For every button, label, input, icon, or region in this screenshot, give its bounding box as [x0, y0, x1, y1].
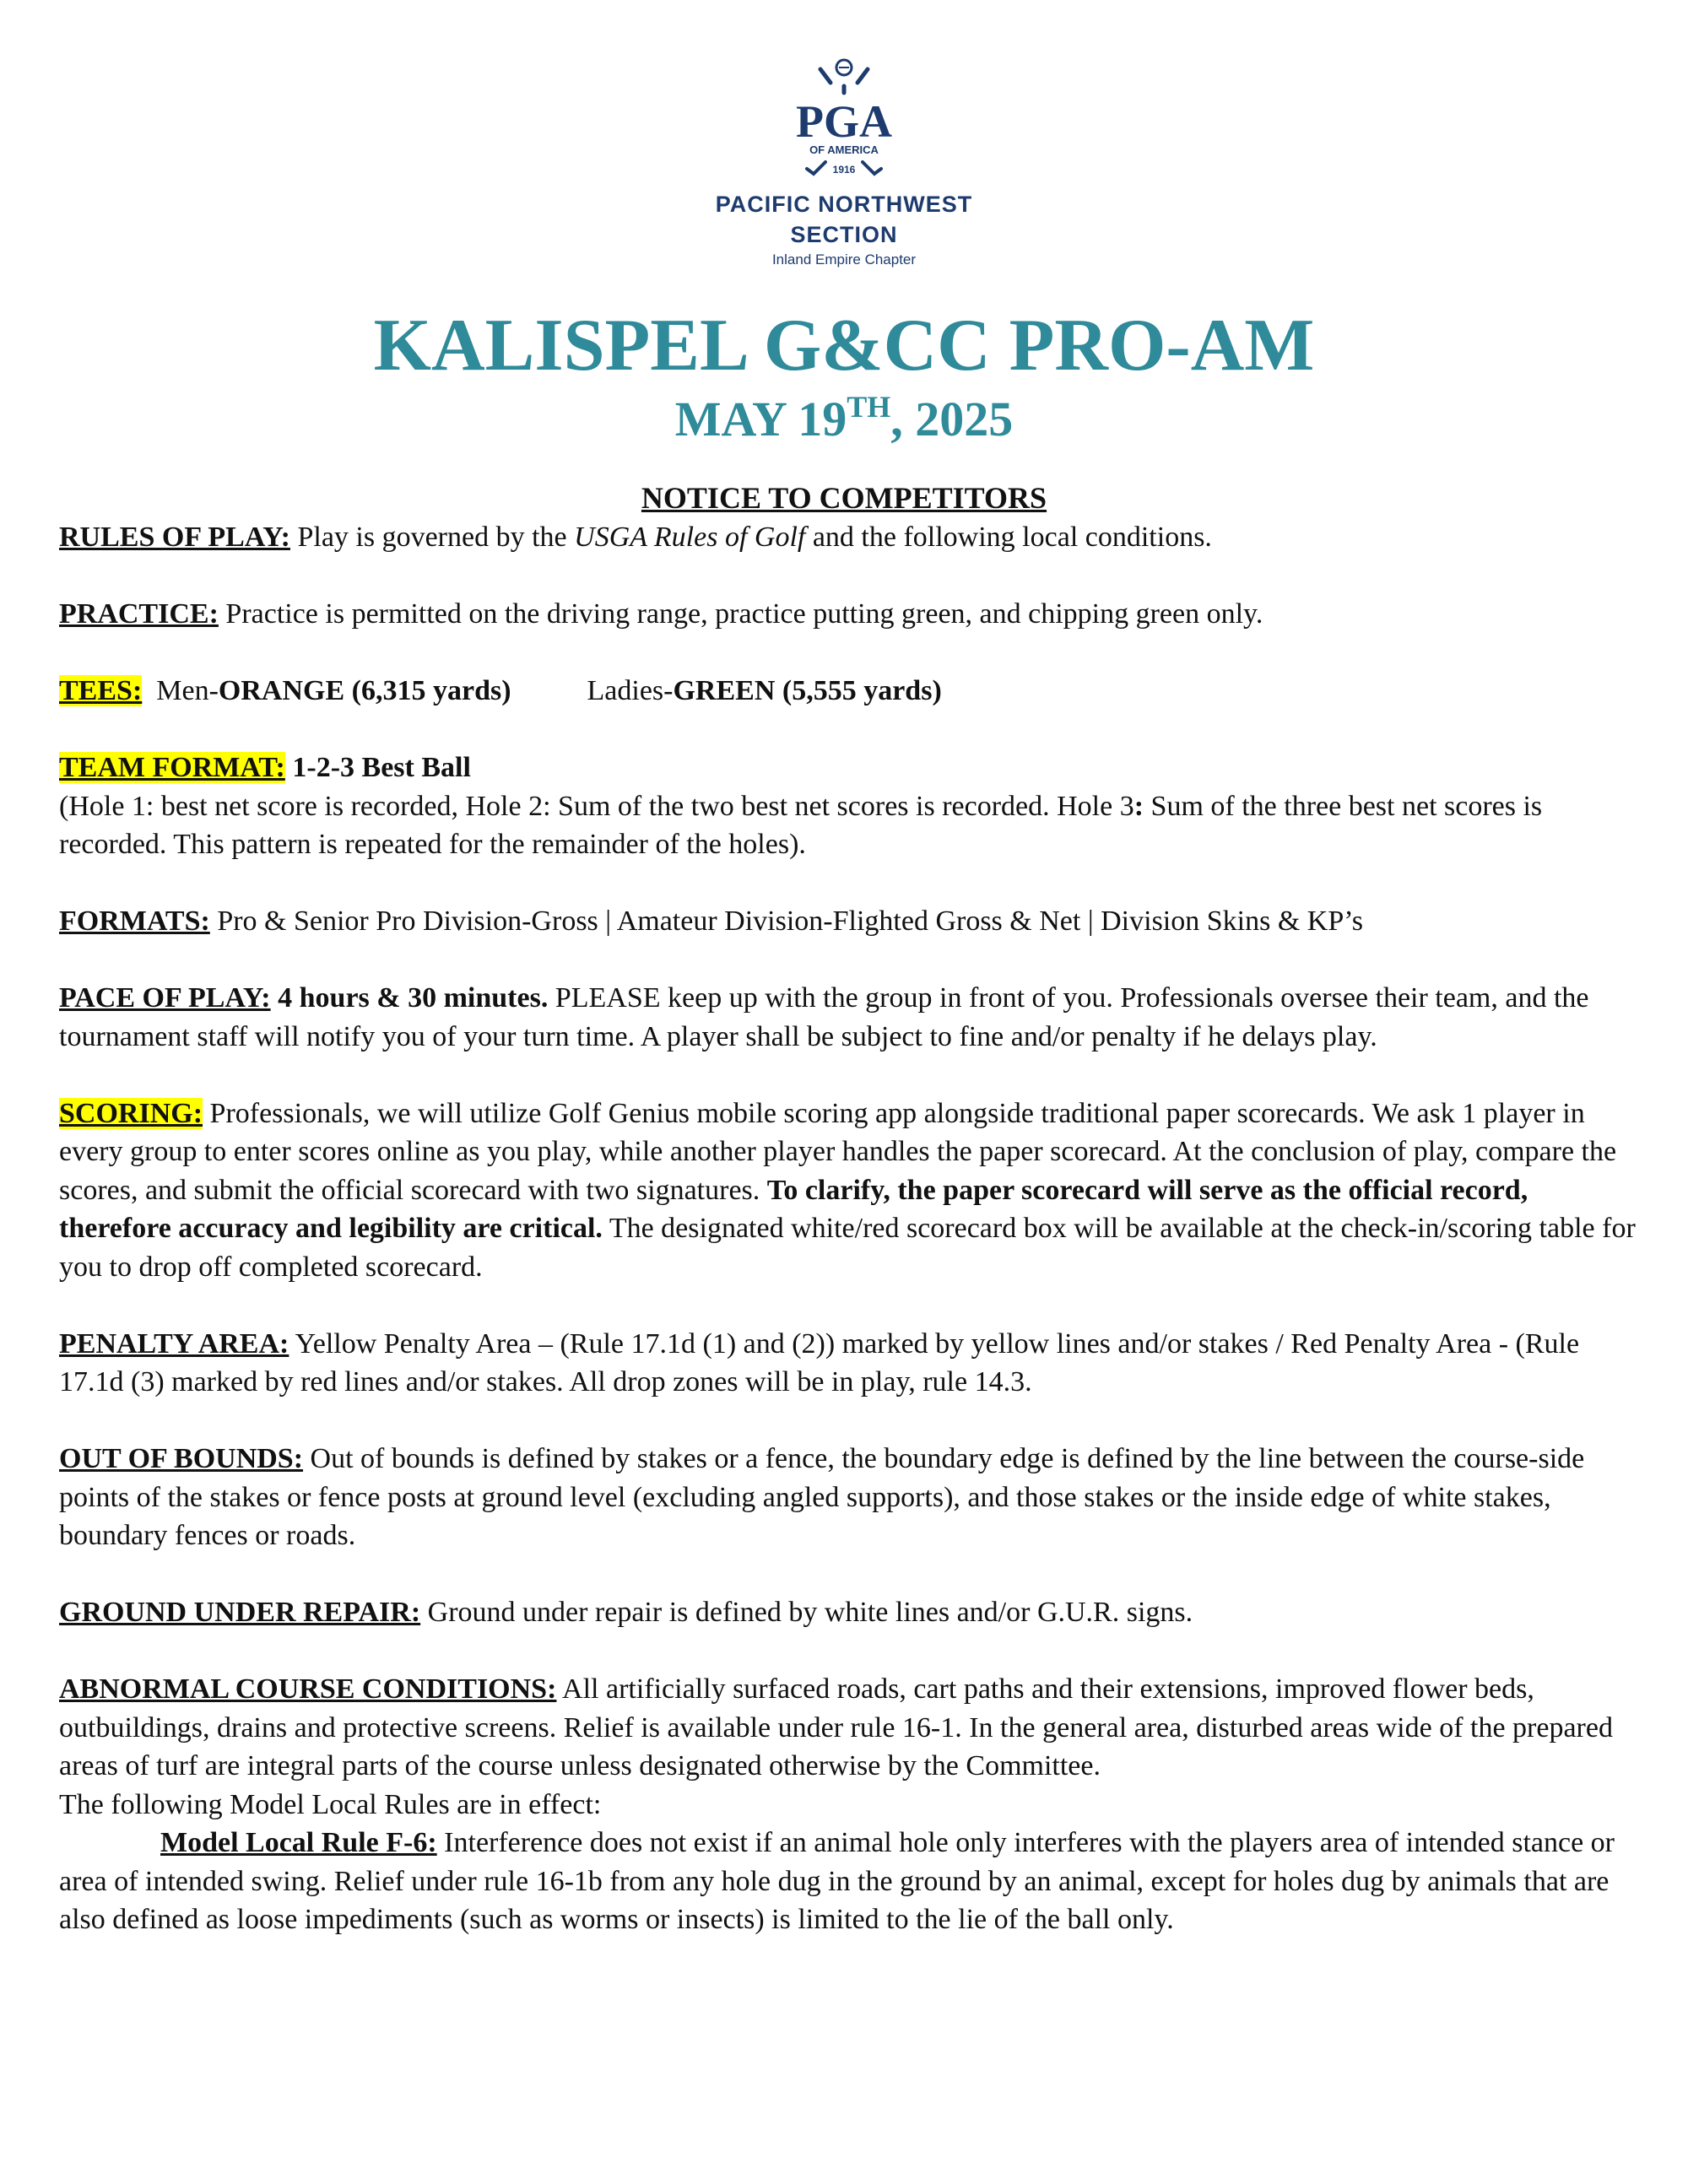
rules-label: RULES OF PLAY: — [59, 522, 290, 553]
team-format: TEAM FORMAT: 1-2-3 Best Ball (Hole 1: best net score is recorded, Hole 2: Sum of the two best net scores is recorded. Hole 3: Sum of the three best net scores is recorded. This pattern is repeated for the remainder of the holes). — [59, 752, 1543, 860]
event-title: KALISPEL G&CC PRO-AM — [373, 305, 1315, 387]
pga-logo — [0, 51, 1688, 270]
notice-heading: NOTICE TO COMPETITORS — [641, 481, 1047, 515]
pace-of-play: PACE OF PLAY: 4 hours & 30 minutes. PLEASE keep up with the group in front of you. Professionals oversee their team, and the tournament staff will notify you of your turn time. A player shall be subject to fine and/or penalty if he delays play. — [59, 982, 1589, 1052]
notice-body — [59, 518, 1646, 1939]
rules-of-play: RULES OF PLAY: Play is governed by the USGA Rules of Golf and the following local conditions. — [59, 522, 1212, 553]
gur-label: GROUND UNDER REPAIR: — [59, 1597, 421, 1628]
scoring-label: SCORING: — [59, 1097, 203, 1129]
penalty-label: PENALTY AREA: — [59, 1327, 289, 1360]
pga-emblem-icon — [751, 51, 937, 177]
pace-label: PACE OF PLAY: — [59, 982, 271, 1014]
ground-under-repair: GROUND UNDER REPAIR: Ground under repair is defined by white lines and/or G.U.R. signs. — [59, 1597, 1193, 1628]
section-label: SECTION — [790, 222, 898, 247]
event-date: MAY 19TH, 2025 — [674, 390, 1014, 446]
model-rules-intro: The following Model Local Rules are in effect: — [59, 1788, 602, 1820]
of-america-text: OF AMERICA — [809, 143, 879, 156]
penalty-area: PENALTY AREA: Yellow Penalty Area – (Rule 17.1d (1) and (2)) marked by yellow lines and/or stakes / Red Penalty Area - (Rule 17.1d (3) marked by red lines and/or stakes. All drop zones will be in play, rule 14.3. — [59, 1327, 1580, 1397]
out-of-bounds: OUT OF BOUNDS: Out of bounds is defined by stakes or a fence, the boundary edge is defined by the line between the course-side points of the stakes or fence posts at ground level (excluding angled supports), and those stakes or the inside edge of white stakes, boundary fences or roads. — [59, 1443, 1585, 1551]
year-text: 1916 — [832, 164, 856, 176]
tees-label: TEES: — [59, 675, 143, 706]
formats-label: FORMATS: — [59, 905, 210, 937]
oob-label: OUT OF BOUNDS: — [59, 1443, 304, 1474]
model-rule-label: Model Local Rule F-6: — [160, 1827, 437, 1858]
section-name: PACIFIC NORTHWEST — [715, 192, 973, 217]
scoring: SCORING: Professionals, we will utilize Golf Genius mobile scoring app alongside traditional paper scorecards. We ask 1 player in every group to enter scores online as you play, while another player handles the paper scorecard. At the conclusion of play, compare the scores, and submit the official scorecard with two signatures. To clarify, the paper scorecard will serve as the official record, therefore accuracy and legibility are critical. The designated white/red scorecard box will be available at the check-in/scoring table for you to drop off completed scorecard. — [59, 1097, 1636, 1283]
model-local-rule-f6: Model Local Rule F-6: Interference does not exist if an animal hole only interferes with the players area of intended stance or area of intended swing. Relief under rule 16-1b from any hole dug in the ground by an animal, except for holes dug by animals that are also defined as loose impediments (such as worms or insects) is limited to the lie of the ball only. — [59, 1827, 1615, 1935]
pga-wordmark: PGA — [796, 96, 892, 147]
formats: FORMATS: Pro & Senior Pro Division-Gross | Amateur Division-Flighted Gross & Net | Division Skins & KP’s — [59, 905, 1363, 937]
abnormal-label: ABNORMAL COURSE CONDITIONS: — [59, 1673, 557, 1705]
practice: PRACTICE: Practice is permitted on the driving range, practice putting green, and chipping green only. — [59, 598, 1263, 630]
tees: TEES: Men-ORANGE (6,315 yards) Ladies-GREEN (5,555 yards) — [59, 675, 942, 706]
abnormal-conditions: ABNORMAL COURSE CONDITIONS: All artificially surfaced roads, cart paths and their extensions, improved flower beds, outbuildings, drains and protective screens. Relief is available under rule 16-1. In the general area, disturbed areas wide of the prepared areas of turf are integral parts of the course unless designated otherwise by the Committee. — [59, 1673, 1613, 1781]
team-format-label: TEAM FORMAT: — [59, 752, 285, 783]
chapter-name: Inland Empire Chapter — [771, 251, 917, 268]
practice-label: PRACTICE: — [59, 598, 219, 630]
